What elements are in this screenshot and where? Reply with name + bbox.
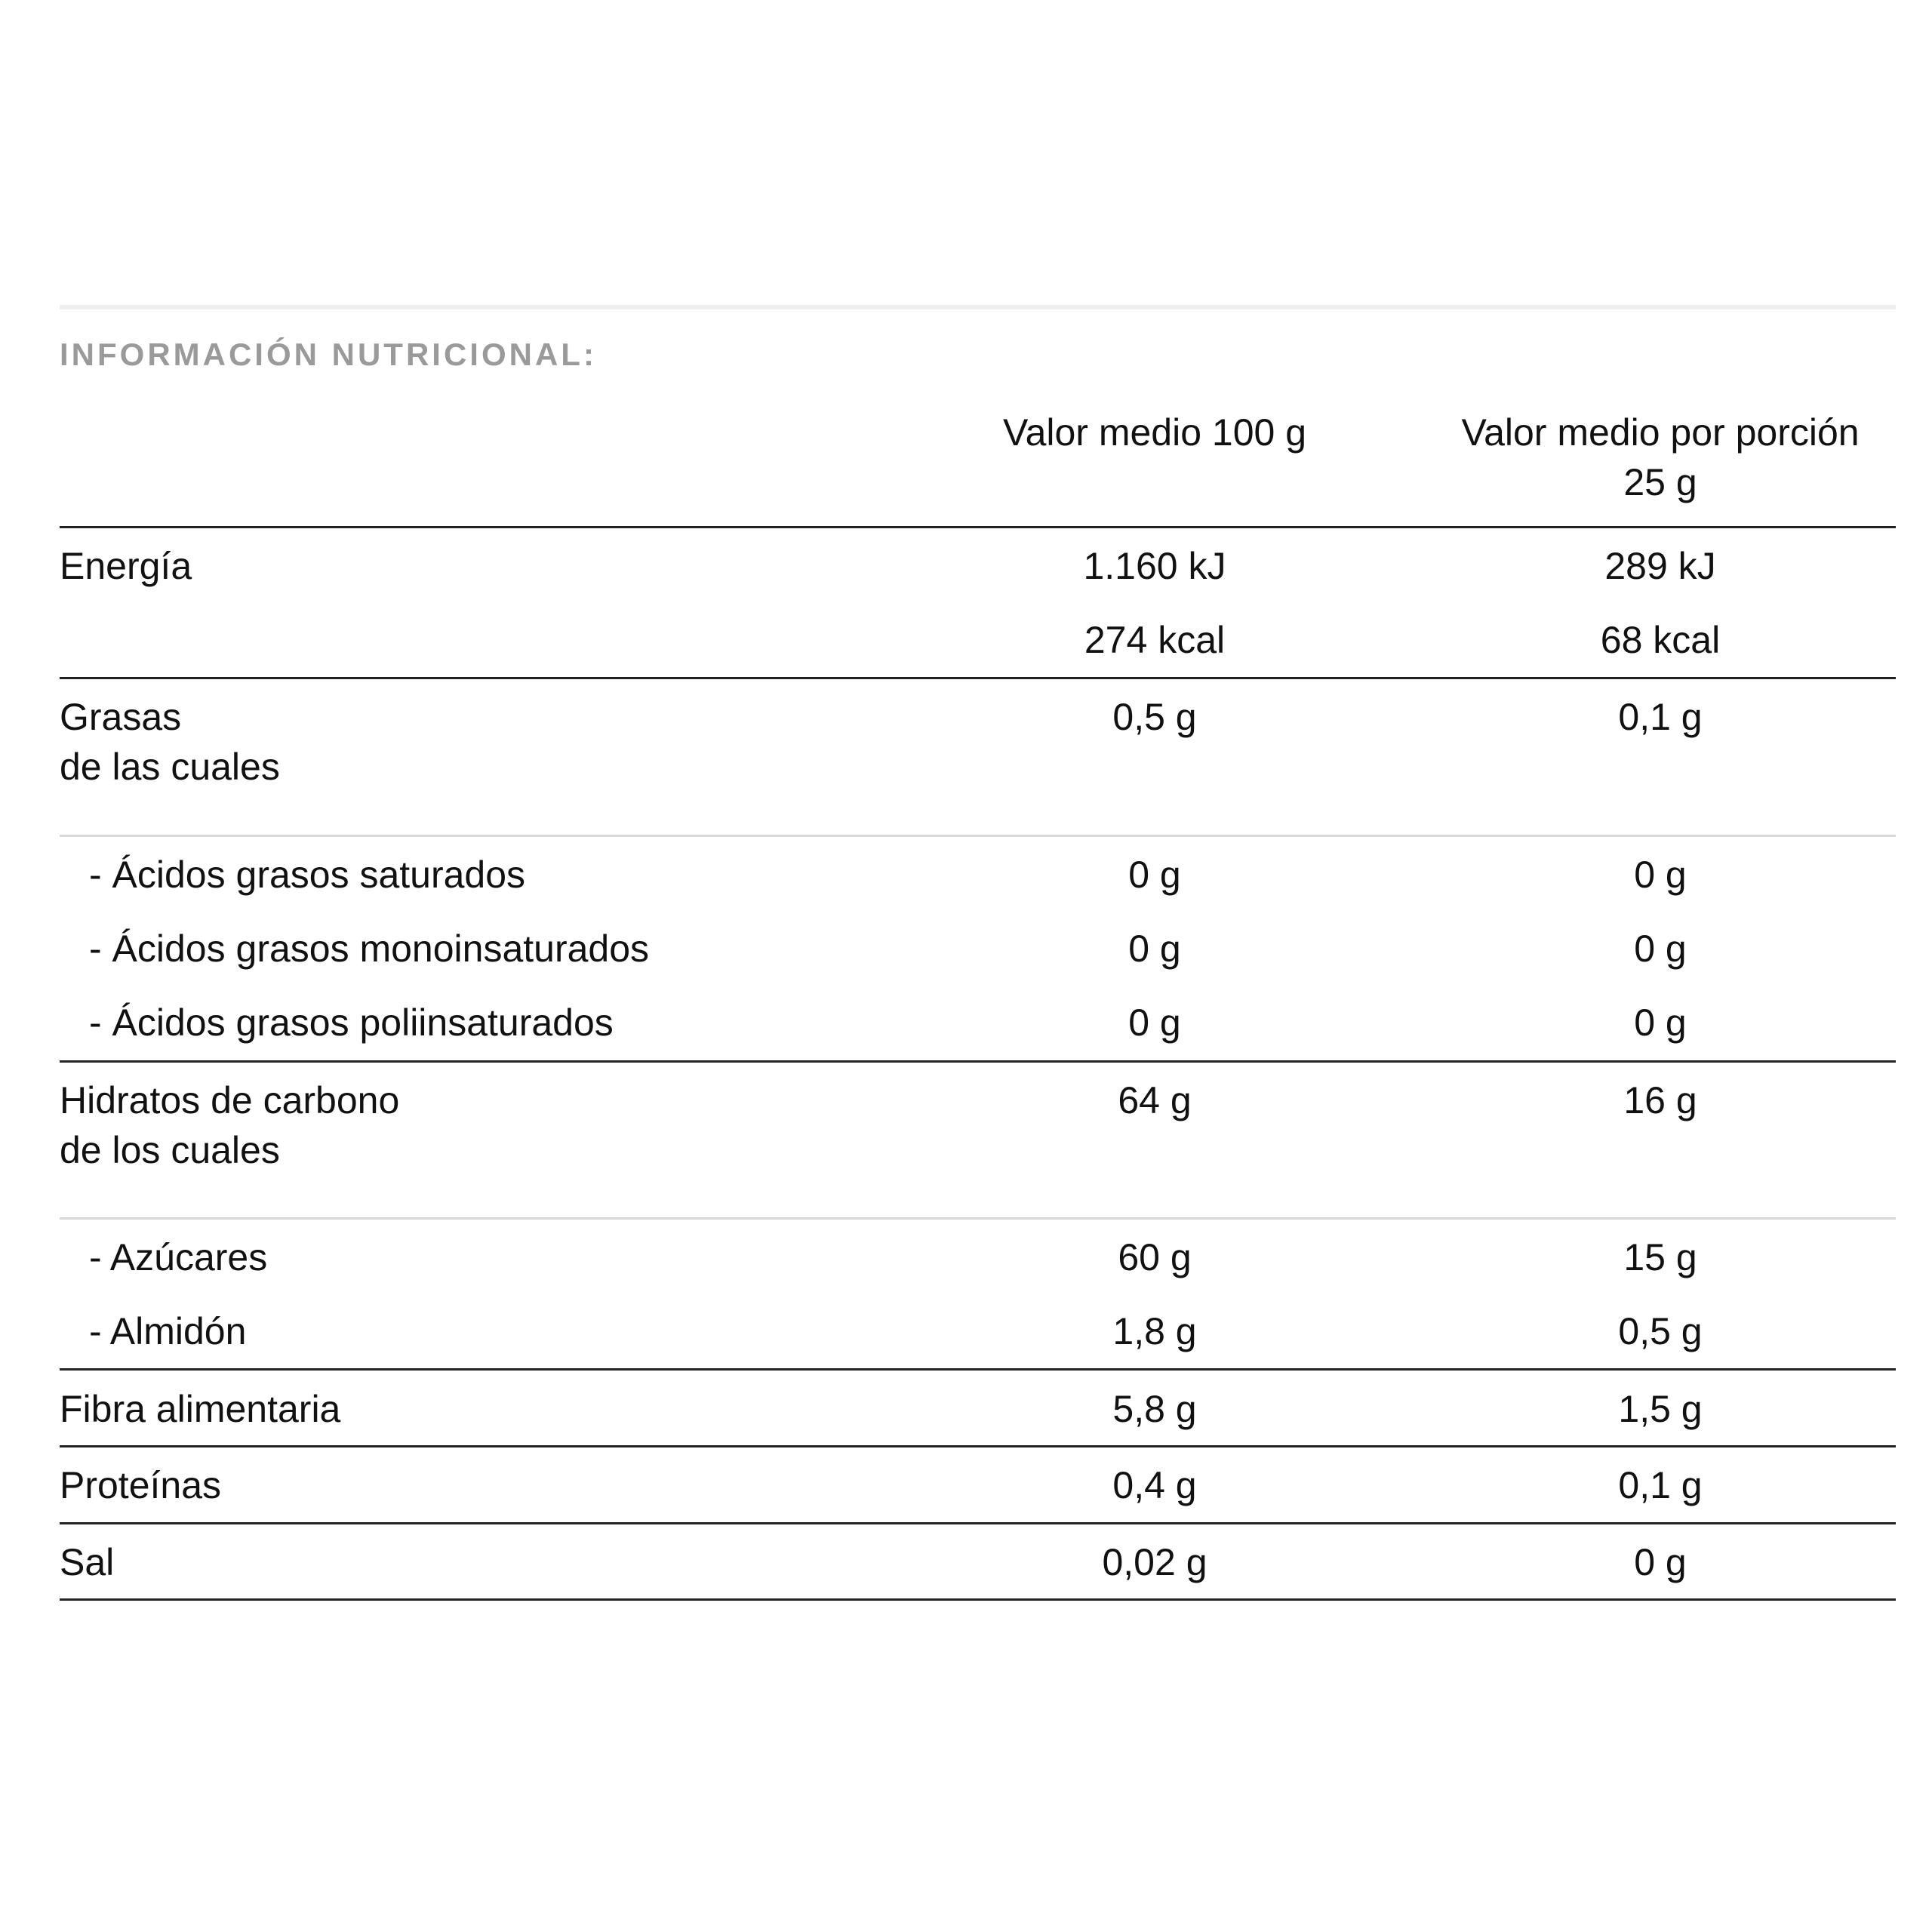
value-hidratos-100g: 64 g <box>1118 1079 1192 1121</box>
row-divider <box>60 677 1896 679</box>
value-saturados-100g: 0 g <box>1128 854 1181 896</box>
bottom-divider <box>60 1598 1896 1601</box>
sub-divider <box>60 1217 1896 1220</box>
value-energia-kcal-portion: 68 kcal <box>1600 619 1721 661</box>
row-label-almidon: - Almidón <box>89 1310 247 1352</box>
column-header-per-portion <box>1404 408 1917 507</box>
row-label-energia: Energía <box>60 545 192 587</box>
section-title: INFORMACIÓN NUTRICIONAL: <box>60 337 597 372</box>
value-grasas-portion: 0,1 g <box>1618 696 1703 738</box>
value-monoinsaturados-portion: 0 g <box>1634 928 1687 970</box>
value-sal-100g: 0,02 g <box>1102 1541 1208 1583</box>
column-header-per-100g: Valor medio 100 g <box>1002 411 1307 454</box>
row-sublabel-hidratos: de los cuales <box>60 1129 280 1171</box>
value-proteinas-portion: 0,1 g <box>1618 1464 1703 1506</box>
value-proteinas-100g: 0,4 g <box>1112 1464 1197 1506</box>
value-almidon-100g: 1,8 g <box>1112 1310 1197 1352</box>
value-grasas-100g: 0,5 g <box>1112 696 1197 738</box>
value-azucares-portion: 15 g <box>1623 1236 1697 1278</box>
column-header-per-portion-line1: Valor medio por porción <box>1461 411 1860 454</box>
value-poliinsaturados-100g: 0 g <box>1128 1001 1181 1044</box>
row-label-azucares: - Azúcares <box>89 1236 268 1278</box>
row-label-sal: Sal <box>60 1541 115 1583</box>
row-label-fibra: Fibra alimentaria <box>60 1388 341 1430</box>
header-divider <box>60 526 1896 528</box>
value-hidratos-portion: 16 g <box>1623 1079 1697 1121</box>
row-label-grasas: Grasas <box>60 696 182 738</box>
value-saturados-portion: 0 g <box>1634 854 1687 896</box>
row-label-hidratos: Hidratos de carbono <box>60 1079 400 1121</box>
value-energia-kj-portion: 289 kJ <box>1604 545 1716 587</box>
row-sublabel-grasas: de las cuales <box>60 746 280 788</box>
row-divider <box>60 1522 1896 1524</box>
value-fibra-portion: 1,5 g <box>1618 1388 1703 1430</box>
top-divider <box>60 305 1896 309</box>
value-fibra-100g: 5,8 g <box>1112 1388 1197 1430</box>
value-poliinsaturados-portion: 0 g <box>1634 1001 1687 1044</box>
row-divider <box>60 1368 1896 1371</box>
value-energia-kj-100g: 1.160 kJ <box>1083 545 1226 587</box>
row-label-proteinas: Proteínas <box>60 1464 222 1506</box>
value-monoinsaturados-100g: 0 g <box>1128 928 1181 970</box>
column-header-per-portion-line2: 25 g <box>1623 461 1697 503</box>
row-label-poliinsaturados: - Ácidos grasos poliinsaturados <box>89 1001 614 1044</box>
value-azucares-100g: 60 g <box>1118 1236 1192 1278</box>
row-divider <box>60 1060 1896 1063</box>
value-almidon-portion: 0,5 g <box>1618 1310 1703 1352</box>
row-label-saturados: - Ácidos grasos saturados <box>89 854 526 896</box>
row-divider <box>60 1445 1896 1447</box>
row-label-monoinsaturados: - Ácidos grasos monoinsaturados <box>89 928 650 970</box>
value-energia-kcal-100g: 274 kcal <box>1084 619 1226 661</box>
sub-divider <box>60 835 1896 837</box>
value-sal-portion: 0 g <box>1634 1541 1687 1583</box>
